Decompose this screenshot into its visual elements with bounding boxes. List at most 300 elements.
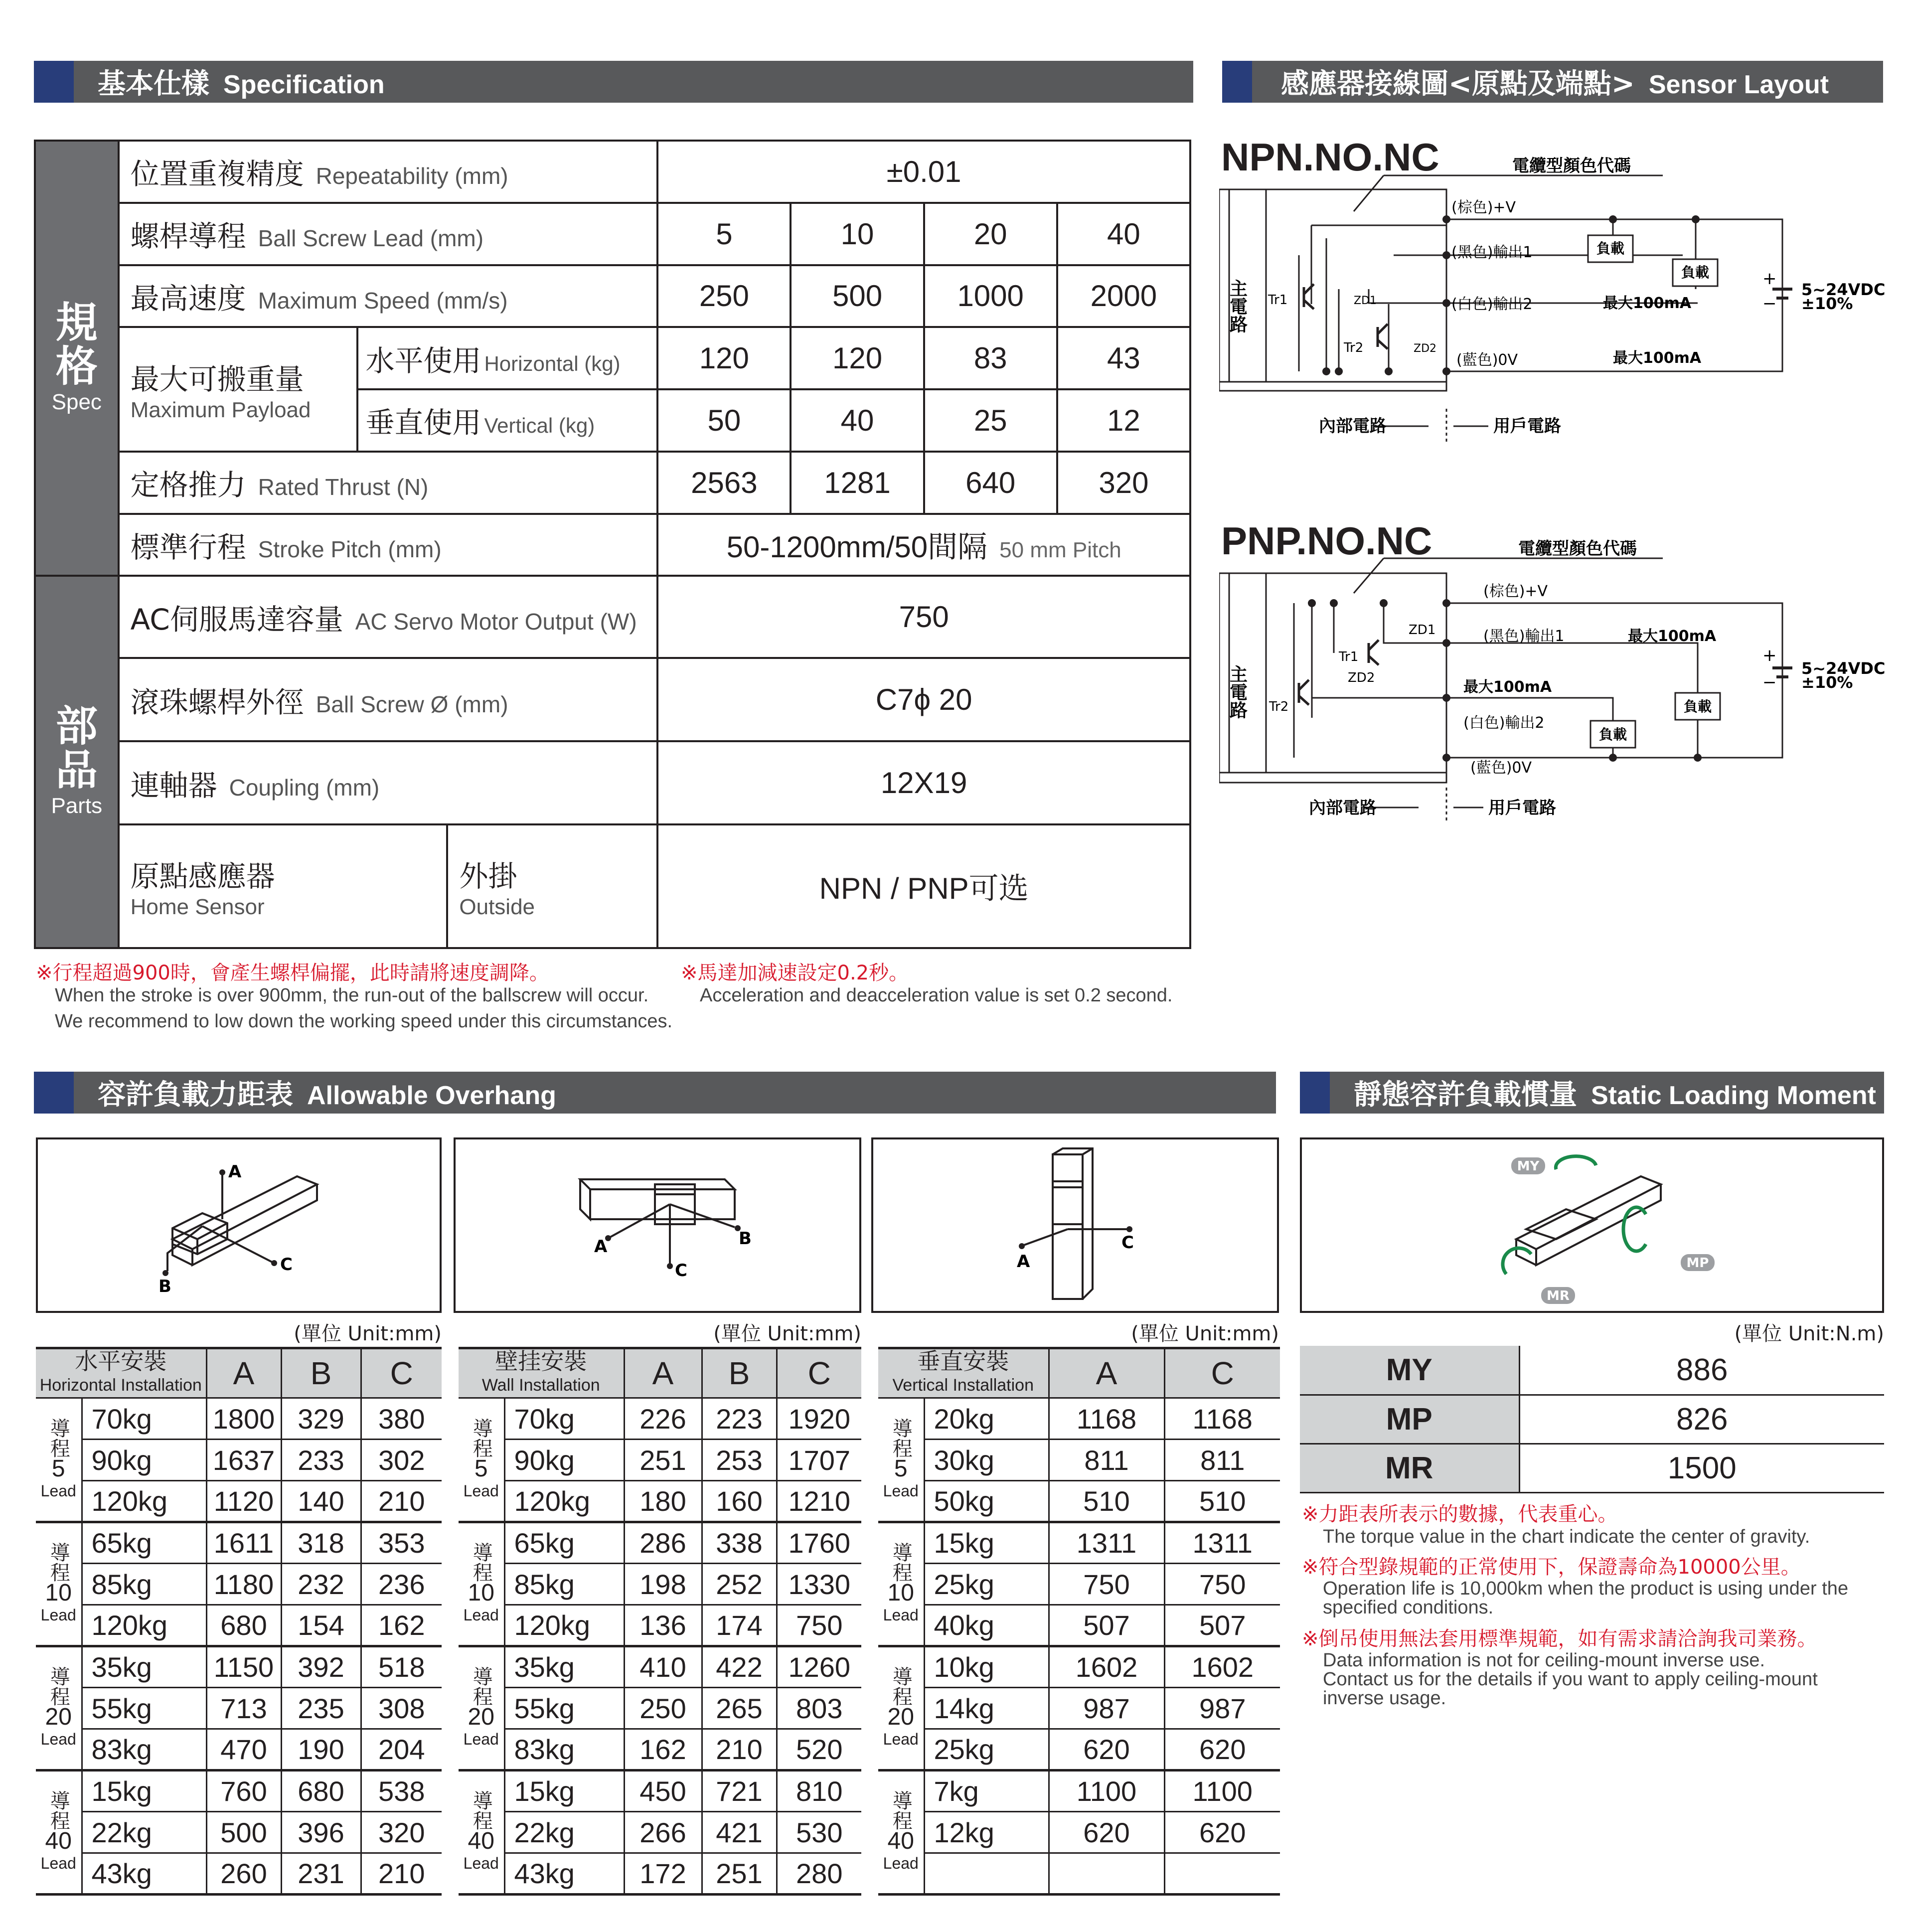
table-row bbox=[36, 1564, 442, 1605]
overhang-value: 987 bbox=[1049, 1688, 1164, 1729]
horizontal-value: 83 bbox=[924, 327, 1057, 389]
weight-cell: 10kg bbox=[924, 1646, 1049, 1688]
overhang-value: 329 bbox=[281, 1398, 361, 1440]
speed-value: 500 bbox=[791, 265, 924, 327]
main-circuit-label: 主電路 bbox=[1227, 279, 1248, 333]
transistor-symbol bbox=[1304, 284, 1388, 349]
weight-cell: 15kg bbox=[504, 1771, 624, 1812]
weight-cell: 83kg bbox=[82, 1729, 206, 1771]
supply-voltage: 5~24VDC bbox=[1801, 280, 1886, 299]
thrust-label: 定格推力 Rated Thrust (N) bbox=[119, 452, 658, 514]
overhang-value: 233 bbox=[281, 1440, 361, 1481]
moment-actuator-drawing bbox=[1302, 1139, 1882, 1311]
table-row bbox=[459, 1522, 861, 1564]
blue-wire: (藍色)0V bbox=[1470, 759, 1532, 777]
motor-value: 750 bbox=[657, 576, 1190, 658]
spec-group-label: 規 格 Spec bbox=[35, 141, 119, 576]
overhang-value: 251 bbox=[624, 1440, 702, 1481]
overhang-value: 198 bbox=[624, 1564, 702, 1605]
overhang-value: 1168 bbox=[1049, 1398, 1164, 1440]
minus-sign: − bbox=[1762, 672, 1777, 692]
table-row bbox=[878, 1729, 1280, 1771]
node bbox=[1308, 599, 1316, 607]
overhang-value: 252 bbox=[702, 1564, 777, 1605]
table-row bbox=[36, 1522, 442, 1564]
horizontal-actuator-drawing bbox=[38, 1139, 440, 1311]
lead-group-label: 導程 10 Lead bbox=[459, 1522, 504, 1646]
load-label: 負載 bbox=[1683, 698, 1712, 715]
table-row bbox=[459, 1688, 861, 1729]
lead-value: 5 bbox=[657, 203, 791, 265]
table-row bbox=[36, 1605, 442, 1646]
node bbox=[1385, 367, 1393, 375]
node bbox=[1380, 599, 1388, 607]
install-type-header: 垂直安裝 Vertical Installation bbox=[878, 1348, 1049, 1398]
overhang-title-en: Allowable Overhang bbox=[307, 1081, 556, 1110]
moment-value: 1500 bbox=[1519, 1444, 1884, 1492]
table-row bbox=[36, 1729, 442, 1771]
overhang-value: 154 bbox=[281, 1605, 361, 1646]
user-circuit-label: 用戶電路 bbox=[1488, 798, 1556, 818]
overhang-value: 280 bbox=[777, 1853, 861, 1895]
overhang-value: 210 bbox=[361, 1481, 442, 1522]
table-row bbox=[878, 1522, 1280, 1564]
weight-cell: 70kg bbox=[504, 1398, 624, 1440]
sensor-title-en: Sensor Layout bbox=[1648, 70, 1829, 99]
node bbox=[1442, 251, 1450, 259]
supply-tolerance: ±10% bbox=[1801, 294, 1853, 313]
axis-c-label: C bbox=[280, 1255, 293, 1275]
repeatability-label: 位置重複精度 Repeatability (mm) bbox=[119, 141, 658, 203]
tr1-label: Tr1 bbox=[1339, 649, 1359, 664]
overhang-value: 1210 bbox=[777, 1481, 861, 1522]
overhang-value: 680 bbox=[206, 1605, 281, 1646]
overhang-value: 410 bbox=[624, 1646, 702, 1688]
table-row bbox=[459, 1812, 861, 1853]
lead-group-label: 導程 20 Lead bbox=[36, 1646, 82, 1771]
vertical-value: 40 bbox=[791, 389, 924, 452]
overhang-value: 1707 bbox=[777, 1440, 861, 1481]
blue-wire: (藍色)0V bbox=[1456, 351, 1518, 369]
lead-group-label: 導程 5 Lead bbox=[878, 1398, 924, 1522]
tr1-label: Tr1 bbox=[1268, 293, 1288, 308]
moment-title-en: Static Loading Moment bbox=[1591, 1081, 1876, 1110]
speed-value: 250 bbox=[657, 265, 791, 327]
overhang-value: 750 bbox=[1049, 1564, 1164, 1605]
overhang-value: 1311 bbox=[1164, 1522, 1280, 1564]
column-header: B bbox=[702, 1348, 777, 1398]
weight-cell: 120kg bbox=[82, 1481, 206, 1522]
overhang-value: 162 bbox=[361, 1605, 442, 1646]
npn-wiring-diagram bbox=[1219, 140, 1887, 449]
wall-actuator-drawing bbox=[456, 1139, 859, 1311]
internal-circuit-label: 內部電路 bbox=[1319, 416, 1387, 436]
weight-cell: 85kg bbox=[504, 1564, 624, 1605]
weight-cell: 43kg bbox=[82, 1853, 206, 1895]
table-row bbox=[878, 1481, 1280, 1522]
overhang-value: 1100 bbox=[1049, 1771, 1164, 1812]
vertical-overhang-table bbox=[878, 1347, 1280, 1896]
black-wire: (黑色)輸出1 bbox=[1451, 244, 1533, 261]
weight-cell: 15kg bbox=[82, 1771, 206, 1812]
overhang-value: 750 bbox=[1164, 1564, 1280, 1605]
weight-cell: 20kg bbox=[924, 1398, 1049, 1440]
node bbox=[1442, 599, 1450, 607]
node bbox=[1692, 215, 1700, 223]
table-header-row bbox=[36, 1348, 442, 1398]
overhang-value: 338 bbox=[702, 1522, 777, 1564]
weight-cell: 7kg bbox=[924, 1771, 1049, 1812]
npn-title: NPN.NO.NC bbox=[1221, 135, 1439, 179]
overhang-value: 204 bbox=[361, 1729, 442, 1771]
spec-header bbox=[34, 61, 1193, 103]
vertical-actuator-drawing bbox=[873, 1139, 1277, 1311]
plus-sign: + bbox=[1762, 645, 1777, 665]
tr2-label: Tr2 bbox=[1344, 340, 1364, 355]
overhang-value: 518 bbox=[361, 1646, 442, 1688]
overhang-value: 1100 bbox=[1164, 1771, 1280, 1812]
thrust-value: 320 bbox=[1057, 452, 1190, 514]
overhang-value: 810 bbox=[777, 1771, 861, 1812]
lead-group-label: 導程 5 Lead bbox=[459, 1398, 504, 1522]
overhang-value: 320 bbox=[361, 1812, 442, 1853]
speed-label: 最高速度 Maximum Speed (mm/s) bbox=[119, 265, 658, 327]
color-code-label: 電纜型顏色代碼 bbox=[1518, 539, 1637, 559]
overhang-value: 162 bbox=[624, 1729, 702, 1771]
max-current: 最大100mA bbox=[1628, 628, 1717, 645]
node bbox=[1609, 215, 1617, 223]
load-label: 負載 bbox=[1596, 240, 1625, 257]
spec-table bbox=[34, 140, 1191, 949]
weight-cell: 120kg bbox=[82, 1605, 206, 1646]
axis-b-label: B bbox=[739, 1229, 752, 1249]
overhang-value: 1168 bbox=[1164, 1398, 1280, 1440]
lead-value: 20 bbox=[924, 203, 1057, 265]
pnp-title: PNP.NO.NC bbox=[1221, 519, 1432, 563]
overhang-value: 620 bbox=[1164, 1729, 1280, 1771]
minus-sign: − bbox=[1762, 294, 1777, 314]
overhang-value: 520 bbox=[777, 1729, 861, 1771]
payload-label: 最大可搬重量 Maximum Payload bbox=[119, 327, 358, 452]
weight-cell: 55kg bbox=[504, 1688, 624, 1729]
motor-label: AC伺服馬達容量 AC Servo Motor Output (W) bbox=[119, 576, 658, 658]
moment-header bbox=[1300, 1072, 1884, 1114]
plus-sign: + bbox=[1762, 269, 1777, 289]
overhang-value: 1260 bbox=[777, 1646, 861, 1688]
overhang-title-zh: 容許負載力距表 bbox=[98, 1079, 293, 1111]
moment-value: 826 bbox=[1519, 1395, 1884, 1444]
moment-note2-zh: ※符合型錄規範的正常使用下，保證壽命為10000公里。 bbox=[1302, 1556, 1801, 1579]
lead-value: 10 bbox=[791, 203, 924, 265]
install-type-header: 水平安裝 Horizontal Installation bbox=[36, 1348, 206, 1398]
moment-table bbox=[1300, 1346, 1884, 1493]
overhang-value: 223 bbox=[702, 1398, 777, 1440]
weight-cell: 25kg bbox=[924, 1729, 1049, 1771]
lead-group-label: 導程 40 Lead bbox=[459, 1771, 504, 1895]
overhang-value: 232 bbox=[281, 1564, 361, 1605]
node bbox=[1442, 299, 1450, 307]
overhang-value: 1800 bbox=[206, 1398, 281, 1440]
overhang-value: 235 bbox=[281, 1688, 361, 1729]
overhang-value: 1611 bbox=[206, 1522, 281, 1564]
column-header: B bbox=[281, 1348, 361, 1398]
overhang-value: 538 bbox=[361, 1771, 442, 1812]
axis-a-label: A bbox=[1017, 1252, 1030, 1272]
overhang-value: 680 bbox=[281, 1771, 361, 1812]
lead-group-label: 導程 10 Lead bbox=[36, 1522, 82, 1646]
overhang-value: 500 bbox=[206, 1812, 281, 1853]
overhang-value: 1637 bbox=[206, 1440, 281, 1481]
moment-title-zh: 靜態容許負載慣量 bbox=[1354, 1079, 1577, 1111]
overhang-value: 380 bbox=[361, 1398, 442, 1440]
overhang-value: 172 bbox=[624, 1853, 702, 1895]
moment-key: MY bbox=[1300, 1346, 1519, 1395]
wall-install-diagram bbox=[454, 1137, 861, 1313]
lead-group-label: 導程 10 Lead bbox=[878, 1522, 924, 1646]
accel-note-zh: ※馬達加減速設定0.2秒。 bbox=[681, 962, 909, 984]
overhang-value: 226 bbox=[624, 1398, 702, 1440]
overhang-value: 1330 bbox=[777, 1564, 861, 1605]
brown-wire: (棕色)+V bbox=[1483, 583, 1548, 600]
wall-overhang-table bbox=[459, 1347, 861, 1896]
table-row bbox=[36, 1771, 442, 1812]
overhang-value: 210 bbox=[361, 1853, 442, 1895]
table-row bbox=[36, 1688, 442, 1729]
weight-cell: 70kg bbox=[82, 1398, 206, 1440]
load-label: 負載 bbox=[1598, 726, 1627, 743]
repeatability-value: ±0.01 bbox=[657, 141, 1190, 203]
vertical-value: 12 bbox=[1057, 389, 1190, 452]
table-row bbox=[878, 1688, 1280, 1729]
max-current: 最大100mA bbox=[1603, 295, 1692, 312]
axis-a-label: A bbox=[594, 1237, 608, 1257]
weight-cell: 22kg bbox=[504, 1812, 624, 1853]
weight-cell: 85kg bbox=[82, 1564, 206, 1605]
table-row bbox=[878, 1853, 1280, 1895]
color-code-label: 電纜型顏色代碼 bbox=[1512, 156, 1631, 176]
moment-key: MR bbox=[1300, 1444, 1519, 1492]
moment-key: MP bbox=[1300, 1395, 1519, 1444]
table-row bbox=[36, 1853, 442, 1895]
node bbox=[1694, 754, 1702, 762]
header-marker bbox=[1300, 1072, 1330, 1114]
overhang-value: 470 bbox=[206, 1729, 281, 1771]
weight-cell: 120kg bbox=[504, 1481, 624, 1522]
column-header: A bbox=[624, 1348, 702, 1398]
table-row bbox=[36, 1812, 442, 1853]
lead-group-label: 導程 5 Lead bbox=[36, 1398, 82, 1522]
table-row bbox=[1300, 1395, 1884, 1444]
vertical-install-diagram bbox=[871, 1137, 1279, 1313]
weight-cell bbox=[924, 1853, 1049, 1895]
column-header: C bbox=[361, 1348, 442, 1398]
weight-cell: 30kg bbox=[924, 1440, 1049, 1481]
table-row bbox=[878, 1812, 1280, 1853]
moment-note1-en: The torque value in the chart indicate the center of gravity. bbox=[1323, 1526, 1810, 1547]
overhang-value: 1760 bbox=[777, 1522, 861, 1564]
overhang-value: 231 bbox=[281, 1853, 361, 1895]
stroke-note-en1: When the stroke is over 900mm, the run-out of the ballscrew will occur. bbox=[55, 985, 649, 1006]
lead-group-label: 導程 20 Lead bbox=[459, 1646, 504, 1771]
overhang-value: 180 bbox=[624, 1481, 702, 1522]
vertical-value: 25 bbox=[924, 389, 1057, 452]
overhang-value: 1311 bbox=[1049, 1522, 1164, 1564]
moment-note3-en1: Data information is not for ceiling-mount inverse use. bbox=[1323, 1650, 1765, 1671]
moment-note1-zh: ※力距表所表示的數據，代表重心。 bbox=[1302, 1503, 1618, 1526]
overhang-value: 160 bbox=[702, 1481, 777, 1522]
sensor-title-zh: 感應器接線圖<原點及端點> bbox=[1281, 68, 1635, 100]
home-sensor-type: 外掛 Outside bbox=[447, 824, 657, 948]
overhang-value: 507 bbox=[1164, 1605, 1280, 1646]
node bbox=[1330, 599, 1338, 607]
overhang-header bbox=[34, 1072, 1276, 1114]
stroke-note-en2: We recommend to low down the working speed under this circumstances. bbox=[55, 1011, 673, 1032]
overhang-value: 210 bbox=[702, 1729, 777, 1771]
overhang-value: 140 bbox=[281, 1481, 361, 1522]
tr2-label: Tr2 bbox=[1269, 699, 1289, 714]
horizontal-value: 120 bbox=[791, 327, 924, 389]
weight-cell: 90kg bbox=[504, 1440, 624, 1481]
supply-voltage: 5~24VDC bbox=[1801, 659, 1886, 678]
weight-cell: 65kg bbox=[504, 1522, 624, 1564]
overhang-value: 1602 bbox=[1164, 1646, 1280, 1688]
node bbox=[1442, 754, 1450, 762]
speed-value: 2000 bbox=[1057, 265, 1190, 327]
table-row bbox=[1300, 1444, 1884, 1492]
overhang-value: 392 bbox=[281, 1646, 361, 1688]
stroke-label: 標準行程 Stroke Pitch (mm) bbox=[119, 514, 658, 576]
user-circuit-label: 用戶電路 bbox=[1493, 416, 1561, 436]
brown-wire: (棕色)+V bbox=[1451, 199, 1516, 216]
overhang-value: 620 bbox=[1049, 1812, 1164, 1853]
table-row bbox=[459, 1771, 861, 1812]
node bbox=[1442, 694, 1450, 702]
axis-c-label: C bbox=[675, 1261, 687, 1281]
lead-group-label: 導程 40 Lead bbox=[878, 1771, 924, 1895]
mp-label: MP bbox=[1686, 1256, 1709, 1271]
node bbox=[1442, 367, 1450, 375]
column-header: A bbox=[1049, 1348, 1164, 1398]
sensor-header bbox=[1222, 61, 1883, 103]
table-row bbox=[878, 1605, 1280, 1646]
weight-cell: 22kg bbox=[82, 1812, 206, 1853]
column-header: A bbox=[206, 1348, 281, 1398]
lead-group-label: 導程 40 Lead bbox=[36, 1771, 82, 1895]
axis-b-label: B bbox=[159, 1277, 171, 1296]
overhang-value: 421 bbox=[702, 1812, 777, 1853]
weight-cell: 83kg bbox=[504, 1729, 624, 1771]
stroke-value: 50-1200mm/50間隔 50 mm Pitch bbox=[657, 514, 1190, 576]
pnp-wiring-diagram bbox=[1219, 523, 1887, 827]
overhang-value: 253 bbox=[702, 1440, 777, 1481]
overhang-value: 507 bbox=[1049, 1605, 1164, 1646]
spec-title-en: Specification bbox=[223, 70, 385, 99]
overhang-value: 620 bbox=[1164, 1812, 1280, 1853]
coupling-value: 12X19 bbox=[657, 741, 1190, 824]
table-row bbox=[36, 1646, 442, 1688]
table-row bbox=[459, 1481, 861, 1522]
table-row bbox=[459, 1646, 861, 1688]
white-wire: (白色)輸出2 bbox=[1451, 296, 1533, 313]
table-header-row bbox=[878, 1348, 1280, 1398]
horizontal-value: 43 bbox=[1057, 327, 1190, 389]
thrust-value: 2563 bbox=[657, 452, 791, 514]
table-row bbox=[459, 1398, 861, 1440]
overhang-value: 286 bbox=[624, 1522, 702, 1564]
column-header: C bbox=[777, 1348, 861, 1398]
weight-cell: 40kg bbox=[924, 1605, 1049, 1646]
weight-cell: 25kg bbox=[924, 1564, 1049, 1605]
weight-cell: 55kg bbox=[82, 1688, 206, 1729]
zd2-label: ZD2 bbox=[1348, 670, 1375, 685]
table-row bbox=[459, 1564, 861, 1605]
overhang-value: 1180 bbox=[206, 1564, 281, 1605]
overhang-value bbox=[1049, 1853, 1164, 1895]
spec-title-zh: 基本仕樣 bbox=[98, 68, 209, 100]
header-marker bbox=[34, 1072, 74, 1114]
thrust-value: 640 bbox=[924, 452, 1057, 514]
screw-value: C7ϕ 20 bbox=[657, 658, 1190, 741]
overhang-value: 318 bbox=[281, 1522, 361, 1564]
overhang-value: 174 bbox=[702, 1605, 777, 1646]
header-marker bbox=[1222, 61, 1252, 103]
table-row bbox=[878, 1646, 1280, 1688]
zd1-label: ZD1 bbox=[1409, 623, 1436, 638]
moment-diagram bbox=[1300, 1137, 1884, 1313]
mr-label: MR bbox=[1547, 1288, 1570, 1303]
overhang-value: 260 bbox=[206, 1853, 281, 1895]
weight-cell: 12kg bbox=[924, 1812, 1049, 1853]
moment-note2-en1: Operation life is 10,000km when the product is using under the bbox=[1323, 1578, 1849, 1599]
internal-circuit-label: 內部電路 bbox=[1309, 798, 1377, 818]
overhang-value: 422 bbox=[702, 1646, 777, 1688]
unit-label: (單位 Unit:N.m) bbox=[1734, 1322, 1884, 1345]
overhang-value: 190 bbox=[281, 1729, 361, 1771]
overhang-value: 713 bbox=[206, 1688, 281, 1729]
vertical-value: 50 bbox=[657, 389, 791, 452]
weight-cell: 90kg bbox=[82, 1440, 206, 1481]
overhang-value: 236 bbox=[361, 1564, 442, 1605]
weight-cell: 120kg bbox=[504, 1605, 624, 1646]
lead-value: 40 bbox=[1057, 203, 1190, 265]
home-sensor-label: 原點感應器 Home Sensor bbox=[119, 824, 448, 948]
overhang-value: 450 bbox=[624, 1771, 702, 1812]
my-rotation-arrow bbox=[1556, 1156, 1596, 1169]
overhang-value: 1920 bbox=[777, 1398, 861, 1440]
overhang-value: 987 bbox=[1164, 1688, 1280, 1729]
header-marker bbox=[34, 61, 74, 103]
coupling-label: 連軸器 Coupling (mm) bbox=[119, 741, 658, 824]
moment-note3-en2: Contact us for the details if you want to apply ceiling-mount bbox=[1323, 1669, 1818, 1690]
supply-tolerance: ±10% bbox=[1801, 673, 1853, 692]
overhang-value: 750 bbox=[777, 1605, 861, 1646]
node bbox=[1335, 367, 1343, 375]
weight-cell: 35kg bbox=[82, 1646, 206, 1688]
overhang-value: 250 bbox=[624, 1688, 702, 1729]
table-row bbox=[878, 1771, 1280, 1812]
main-circuit-label: 主電路 bbox=[1227, 665, 1248, 719]
table-row bbox=[459, 1853, 861, 1895]
column-header: C bbox=[1164, 1348, 1280, 1398]
axis-a-label: A bbox=[228, 1162, 242, 1182]
overhang-value: 530 bbox=[777, 1812, 861, 1853]
overhang-value: 396 bbox=[281, 1812, 361, 1853]
table-header-row bbox=[459, 1348, 861, 1398]
overhang-value: 721 bbox=[702, 1771, 777, 1812]
overhang-value: 760 bbox=[206, 1771, 281, 1812]
horizontal-overhang-table bbox=[36, 1347, 442, 1896]
parts-group-label: 部 品 Parts bbox=[35, 576, 119, 948]
